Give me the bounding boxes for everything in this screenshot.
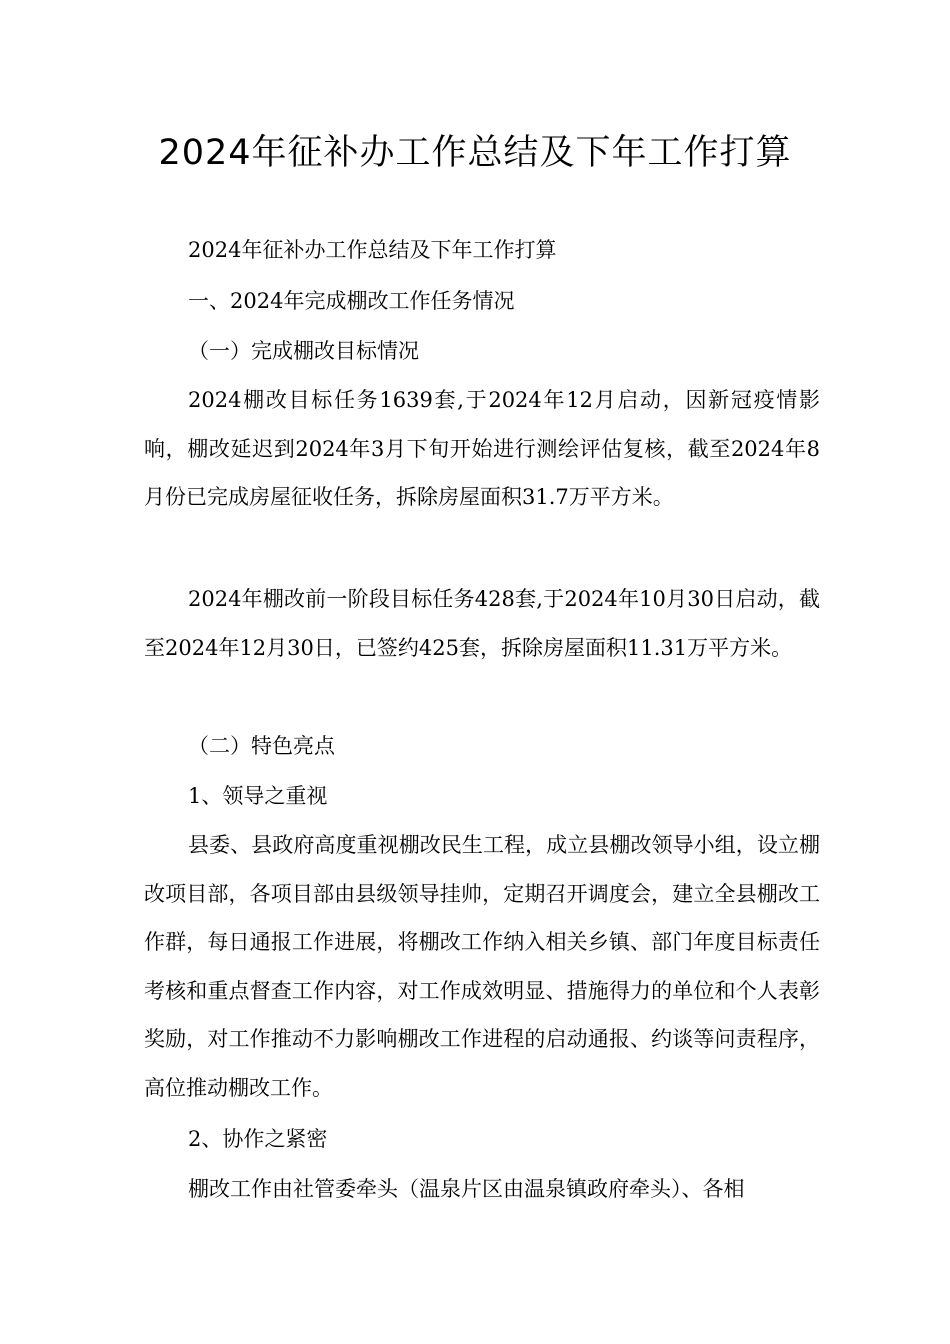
heading-item-1: 1、领导之重视	[188, 784, 328, 808]
heading-section-1: 一、2024年完成棚改工作任务情况	[188, 289, 515, 313]
paragraph-subtitle: 2024年征补办工作总结及下年工作打算	[188, 238, 557, 262]
paragraph-cooperation: 棚改工作由社管委牵头（温泉片区由温泉镇政府牵头）、各相	[188, 1177, 745, 1201]
paragraph-leadership: 县委、县政府高度重视棚改民生工程，成立县棚改领导小组，设立棚改项目部，各项目部由县级领导挂帅，定期召开调度会，建立全县棚改工作群，每日通报工作进展，将棚改工作纳入相关乡镇、部门年度目标责任考核和重点督查工作内容，对工作成效明显、措施得力的单位和个人表彰奖励，对工作推动不力影响棚改工作进程的启动通报、约谈等问责程序，高位推动棚改工作。	[144, 833, 820, 1100]
heading-item-2: 2、协作之紧密	[188, 1127, 328, 1151]
heading-subsection-1: （一）完成棚改目标情况	[188, 339, 419, 363]
heading-subsection-2: （二）特色亮点	[188, 734, 335, 758]
document-title: 2024年征补办工作总结及下年工作打算	[158, 133, 792, 173]
paragraph-target-progress: 2024棚改目标任务1639套,于2024年12月启动，因新冠疫情影响，棚改延迟到2024年3月下旬开始进行测绘评估复核，截至2024年8月份已完成房屋征收任务，拆除房屋面积31.7万平方米。	[144, 388, 820, 509]
paragraph-first-stage: 2024年棚改前一阶段目标任务428套,于2024年10月30日启动，截至2024年12月30日，已签约425套，拆除房屋面积11.31万平方米。	[144, 587, 820, 660]
